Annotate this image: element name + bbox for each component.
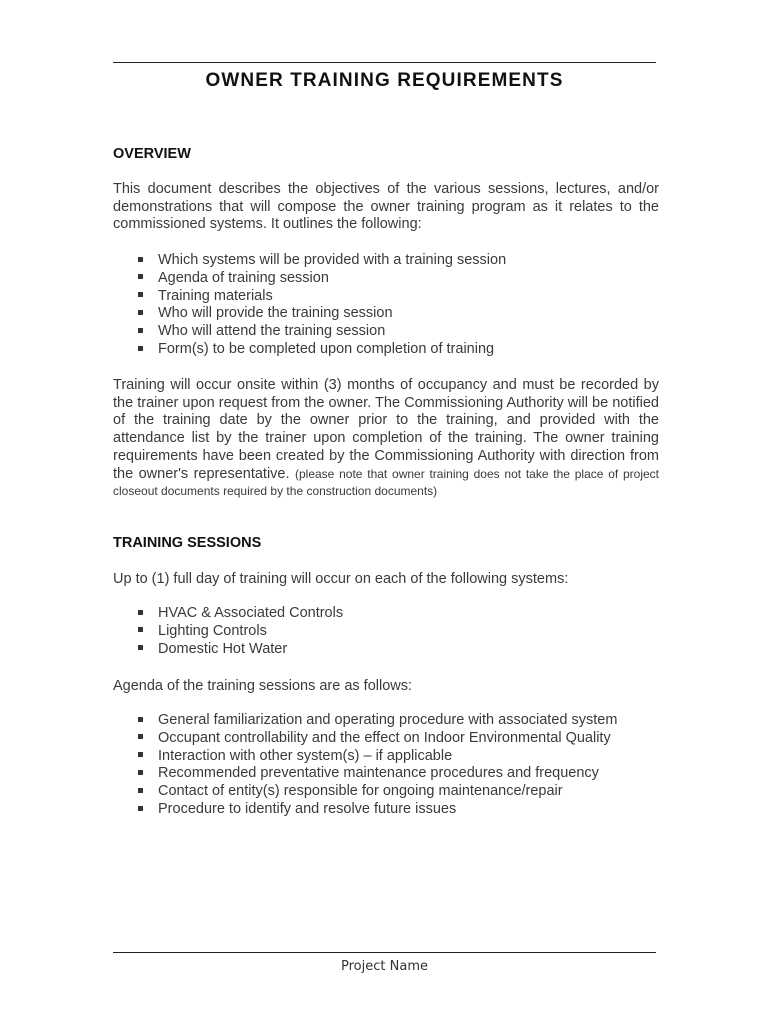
bullet-icon	[138, 310, 143, 315]
list-item: Contact of entity(s) responsible for ongoing maintenance/repair	[138, 783, 143, 801]
overview-list	[138, 252, 507, 359]
list-item: Who will attend the training session	[138, 323, 143, 341]
bullet-icon	[138, 645, 143, 650]
bullet-icon	[138, 346, 143, 351]
training-policy-text: Training will occur onsite within (3) months of occupancy and must be recorded by the trainer upon request from the owner. The Commissioning Authority will be notified of the training date by the owner prior to the training, and provided with the attendance list by the trainer upon completion of the training. The owner training requirements have been created by the Commissioning Authority with direction from the owner's representative.	[113, 377, 659, 482]
list-item: Training materials	[138, 288, 143, 306]
list-item: Occupant controllability and the effect on Indoor Environmental Quality	[138, 730, 143, 748]
bullet-icon	[138, 752, 143, 757]
closeout-note: (please note that owner training does not take the place of project closeout documents required by the construction documents)	[113, 466, 659, 499]
list-item: Interaction with other system(s) – if applicable	[138, 748, 143, 766]
training-policy-paragraph	[113, 377, 659, 501]
footer-project-name: Project Name	[341, 959, 428, 974]
list-item: Which systems will be provided with a training session	[138, 252, 143, 270]
agenda-intro: Agenda of the training sessions are as follows:	[113, 678, 413, 694]
list-item: Domestic Hot Water	[138, 641, 143, 659]
bullet-icon	[138, 734, 143, 739]
overview-heading: OVERVIEW	[113, 146, 191, 162]
bullet-icon	[138, 257, 143, 262]
list-item: Agenda of training session	[138, 270, 143, 288]
training-sessions-intro: Up to (1) full day of training will occur on each of the following systems:	[113, 571, 569, 587]
agenda-list	[138, 712, 618, 819]
bullet-icon	[138, 788, 143, 793]
list-item: HVAC & Associated Controls	[138, 605, 143, 623]
bullet-icon	[138, 627, 143, 632]
bullet-icon	[138, 610, 143, 615]
bullet-icon	[138, 328, 143, 333]
list-item: General familiarization and operating procedure with associated system	[138, 712, 143, 730]
list-item: Who will provide the training session	[138, 305, 143, 323]
list-item: Recommended preventative maintenance procedures and frequency	[138, 765, 143, 783]
bullet-icon	[138, 717, 143, 722]
bullet-icon	[138, 274, 143, 279]
bullet-icon	[138, 806, 143, 811]
bullet-icon	[138, 770, 143, 775]
bullet-icon	[138, 292, 143, 297]
training-sessions-heading: TRAINING SESSIONS	[113, 535, 262, 551]
footer-rule	[113, 952, 656, 953]
list-item: Procedure to identify and resolve future issues	[138, 801, 143, 819]
document-title: OWNER TRAINING REQUIREMENTS	[205, 70, 564, 91]
list-item: Form(s) to be completed upon completion of training	[138, 341, 143, 359]
overview-intro: This document describes the objectives of the various sessions, lectures, and/or demonstrations that will compose the owner training program as it relates to the commissioned systems. It outlines the following:	[113, 181, 659, 233]
list-item: Lighting Controls	[138, 623, 143, 641]
header-rule	[113, 62, 656, 63]
systems-list	[138, 605, 344, 658]
